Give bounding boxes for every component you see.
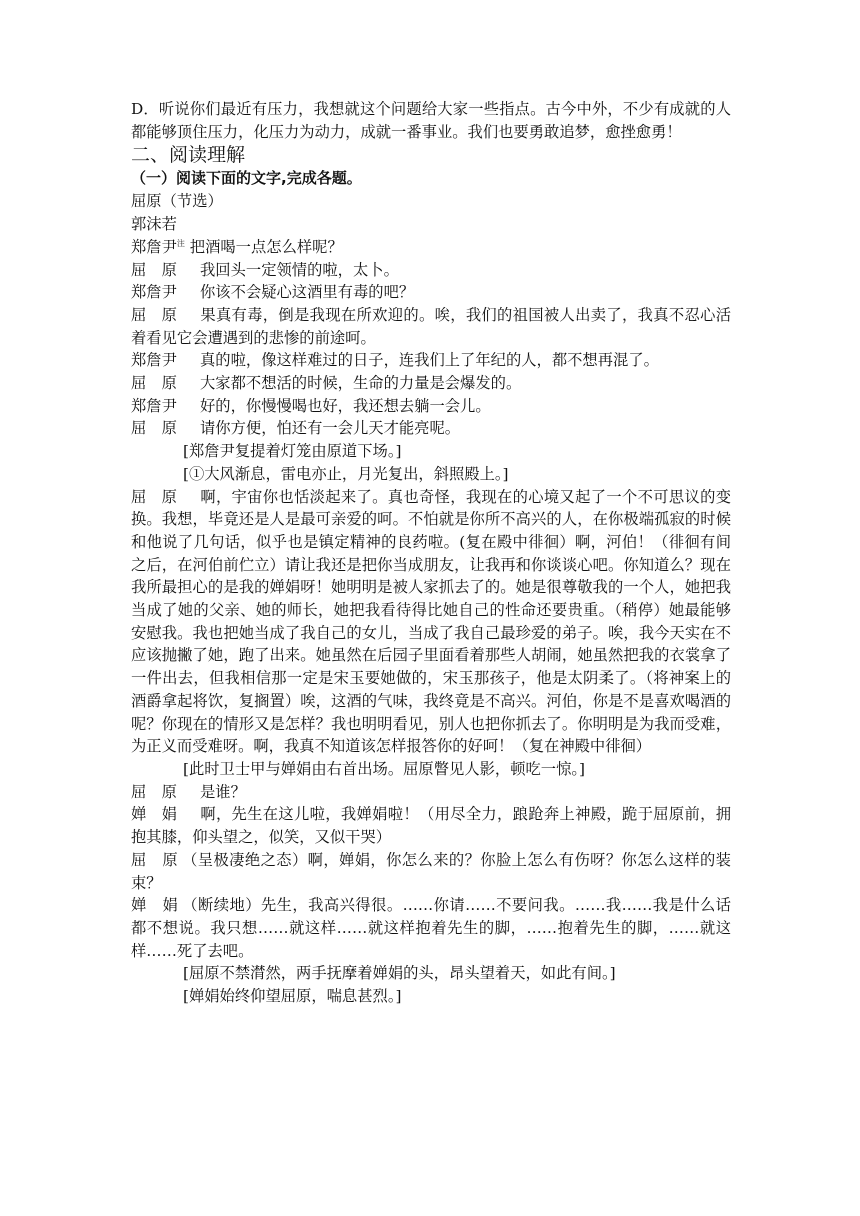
stage-direction: [婵娟始终仰望屈原，喘息甚烈。] bbox=[183, 987, 402, 1006]
speech-text: 啊，先生在这儿啦，我婵娟啦！（用尽全力，踉跄奔上神殿，跪于屈原前，拥抱其膝，仰头望之，似笑，又似干哭） bbox=[131, 805, 731, 847]
subsection-title: （一）阅读下面的文字,完成各题。 bbox=[131, 169, 362, 188]
dialogue-line bbox=[131, 781, 731, 804]
speech-text: （断续地）先生，我高兴得很。……你请……不要问我。……我……我是什么话都不想说。我只想……就这样……就这样抱着先生的脚，……抱着先生的脚，……就这样……死了去吧。 bbox=[131, 896, 731, 960]
speech-text: 大家都不想活的时候，生命的力量是会爆发的。 bbox=[200, 374, 522, 393]
dialogue-line bbox=[131, 417, 731, 440]
dialogue-line bbox=[131, 304, 731, 349]
speaker-name: 郑詹尹 bbox=[131, 396, 177, 415]
speaker-name: 屈 原 bbox=[131, 419, 177, 438]
speech-text: 把酒喝一点怎么样呢？ bbox=[189, 237, 343, 256]
speaker-name: 郑詹尹 bbox=[131, 237, 177, 256]
dialogue-line bbox=[131, 372, 731, 395]
speaker-name: 屈 原 bbox=[131, 305, 177, 324]
speech-text: 请你方便，怕还有一会儿天才能亮呢。 bbox=[200, 419, 461, 438]
stage-direction: [屈原不禁潸然，两手抚摩着婵娟的头，昂头望着天，如此有间。] bbox=[183, 964, 616, 983]
speaker-name: 郑詹尹 bbox=[131, 283, 177, 302]
speaker-name: 屈 原 bbox=[131, 487, 177, 506]
speaker-name: 屈 原 bbox=[131, 850, 179, 869]
dialogue-line bbox=[131, 849, 731, 894]
dialogue-line bbox=[131, 236, 731, 259]
speaker-name: 屈 原 bbox=[131, 374, 177, 393]
speaker-name: 郑詹尹 bbox=[131, 351, 177, 370]
section-title: 二、阅读理解 bbox=[131, 144, 246, 167]
speech-text: 真的啦，像这样难过的日子，连我们上了年纪的人，都不想再混了。 bbox=[200, 351, 659, 370]
speech-text: 我回头一定领情的啦，太卜。 bbox=[200, 260, 399, 279]
stage-direction: [郑詹尹复提着灯笼由原道下场。] bbox=[183, 442, 402, 461]
dialogue-line bbox=[131, 395, 731, 418]
work-title: 屈原（节选） bbox=[131, 192, 223, 211]
speech-text: 啊，宇宙你也恬淡起来了。真也奇怪，我现在的心境又起了一个不可思议的变换。我想，毕竟还是人是最可亲爱的呵。不怕就是你所不高兴的人，在你极端孤寂的时候和他说了几句话，似乎也是镇定精神的良药啦。(复在殿中徘徊）啊，河伯！（徘徊有间之后，在河伯前伫立）请让我还是把你当成朋友，让我再和你谈谈心吧。你知道么？现在我所最担心的是我的婵娟呀！她明明是被人家抓去了的。她是很尊敬我的一个人，她把我当成了她的父亲、她的师长，她把我看待得比她自己的性命还要贵重。（稍停）她最能够安慰我。我也把她当成了我自己的女儿，当成了我自己最珍爱的弟子。唉，我今天实在不应该抛撇了她，跑了出来。她虽然在后园子里面看着那些人胡闹，她虽然把我的衣裳拿了一件出去，但我相信那一定是宋玉要她做的，宋玉那孩子，他是太阴柔了。（将神案上的酒爵拿起将饮，复搁置）唉，这酒的气味，我终竟是不高兴。河伯，你是不是喜欢喝酒的呢？你现在的情形又是怎样？我也明明看见，别人也把你抓去了。你明明是为我而受难，为正义而受难呀。啊，我真不知道该怎样报答你的好呵！（复在神殿中徘徊） bbox=[131, 487, 731, 756]
dialogue-line bbox=[131, 259, 731, 282]
dialogue-line bbox=[131, 803, 731, 848]
stage-direction: [①大风渐息，雷电亦止，月光复出，斜照殿上。] bbox=[183, 464, 509, 483]
speaker-name: 屈 原 bbox=[131, 782, 177, 801]
speech-text: （呈极凄绝之态）啊，婵娟，你怎么来的？你脸上怎么有伤呀？你怎么这样的装束？ bbox=[131, 850, 731, 892]
speaker-name: 婵 娟 bbox=[131, 896, 179, 915]
dialogue-line bbox=[131, 349, 731, 372]
speech-text: 果真有毒，倒是我现在所欢迎的。唉，我们的祖国被人出卖了，我真不忍心活着看见它会遭遇到的悲惨的前途呵。 bbox=[131, 305, 731, 347]
stage-direction: [此时卫士甲与婵娟由右首出场。屈原瞥见人影，顿吃一惊。] bbox=[183, 759, 586, 778]
dialogue-line bbox=[131, 281, 731, 304]
author: 郭沫若 bbox=[131, 215, 177, 234]
option-d-paragraph: D．听说你们最近有压力，我想就这个问题给大家一些指点。古今中外，不少有成就的人都能够顶住压力，化压力为动力，成就一番事业。我们也要勇敢追梦，愈挫愈勇！ bbox=[131, 100, 731, 141]
document-page bbox=[131, 98, 731, 1008]
speech-text: 是谁？ bbox=[200, 782, 246, 801]
speaker-name: 屈 原 bbox=[131, 260, 177, 279]
speaker-name: 婵 娟 bbox=[131, 805, 177, 824]
monologue bbox=[131, 486, 731, 758]
dialogue-line bbox=[131, 894, 731, 962]
speech-text: 好的，你慢慢喝也好，我还想去躺一会儿。 bbox=[200, 396, 491, 415]
footnote-mark: 注 bbox=[176, 238, 185, 248]
speech-text: 你该不会疑心这酒里有毒的吧？ bbox=[200, 283, 415, 302]
